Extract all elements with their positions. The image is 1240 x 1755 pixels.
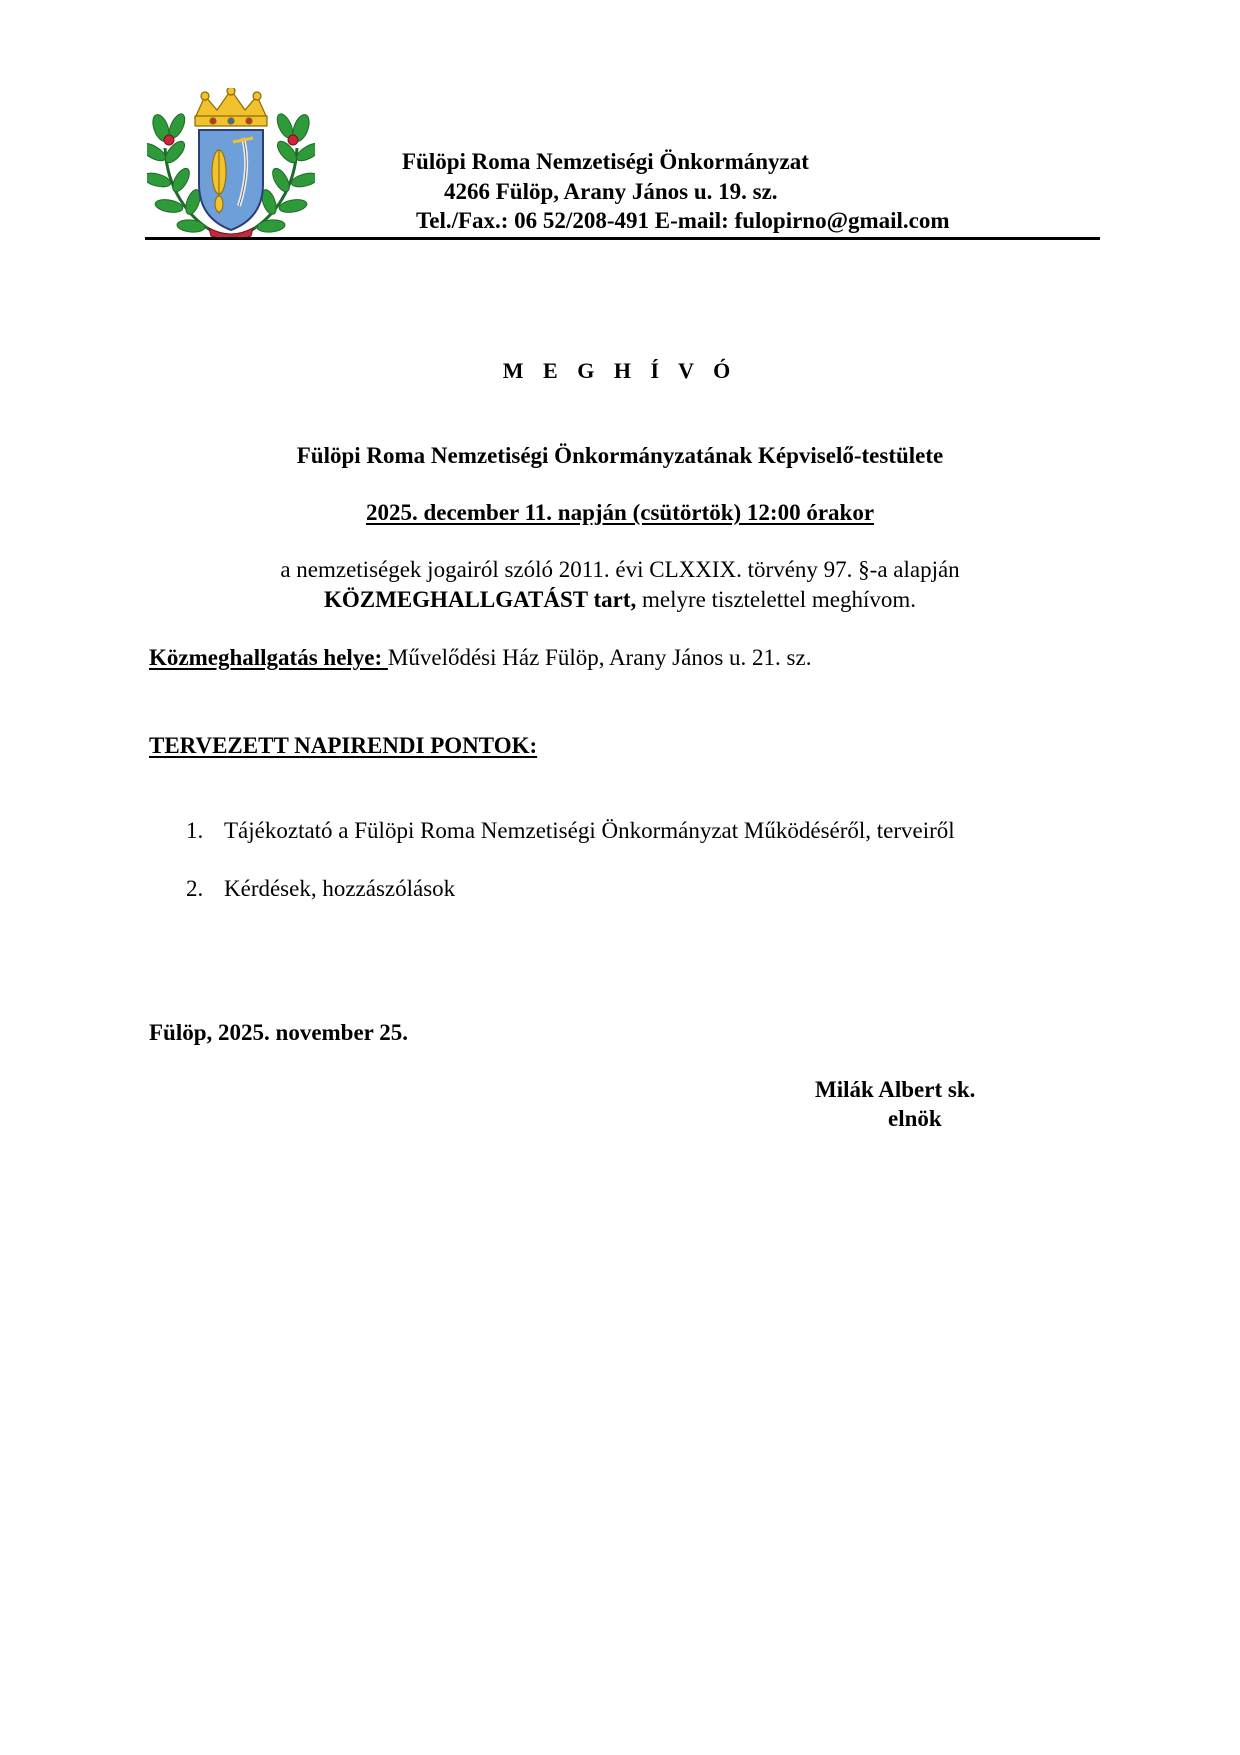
agenda-item-text: Tájékoztató a Fülöpi Roma Nemzetiségi Önkormányzat Működéséről, terveiről — [224, 818, 955, 843]
header-address: 4266 Fülöp, Arany János u. 19. sz. — [444, 179, 778, 204]
body-invite-bold: KÖZMEGHALLGATÁST tart, — [324, 587, 637, 612]
agenda-heading: TERVEZETT NAPIRENDI PONTOK: — [149, 733, 538, 758]
body-invite-rest: melyre tisztelettel meghívom. — [636, 587, 916, 612]
body-invite-line — [0, 587, 1240, 613]
venue-value: Művelődési Ház Fülöp, Arany János u. 21. sz. — [387, 645, 812, 670]
coat-of-arms-icon — [147, 88, 315, 240]
signer-name: Milák Albert sk. — [815, 1077, 976, 1102]
agenda-item-number: 1. — [186, 818, 204, 843]
header-contact: Tel./Fax.: 06 52/208-491 E-mail: fulopirno@gmail.com — [416, 208, 950, 233]
body-law-line: a nemzetiségek jogairól szóló 2011. évi CLXXIX. törvény 97. §-a alapján — [280, 557, 960, 582]
venue-label: Közmeghallgatás helye: — [149, 645, 388, 670]
agenda-item-text: Kérdések, hozzászólások — [224, 876, 456, 901]
header-org-name: Fülöpi Roma Nemzetiségi Önkormányzat — [402, 149, 809, 174]
header-divider — [145, 237, 1100, 240]
agenda-item-number: 2. — [186, 876, 204, 901]
document-title: M E G H Í V Ó — [502, 358, 738, 383]
body-date-line: 2025. december 11. napján (csütörtök) 12:00 órakor — [365, 500, 875, 525]
venue-line — [149, 645, 811, 671]
place-date: Fülöp, 2025. november 25. — [149, 1020, 408, 1045]
body-org-line: Fülöpi Roma Nemzetiségi Önkormányzatának Képviselő-testülete — [296, 443, 944, 468]
signer-role: elnök — [888, 1106, 942, 1131]
